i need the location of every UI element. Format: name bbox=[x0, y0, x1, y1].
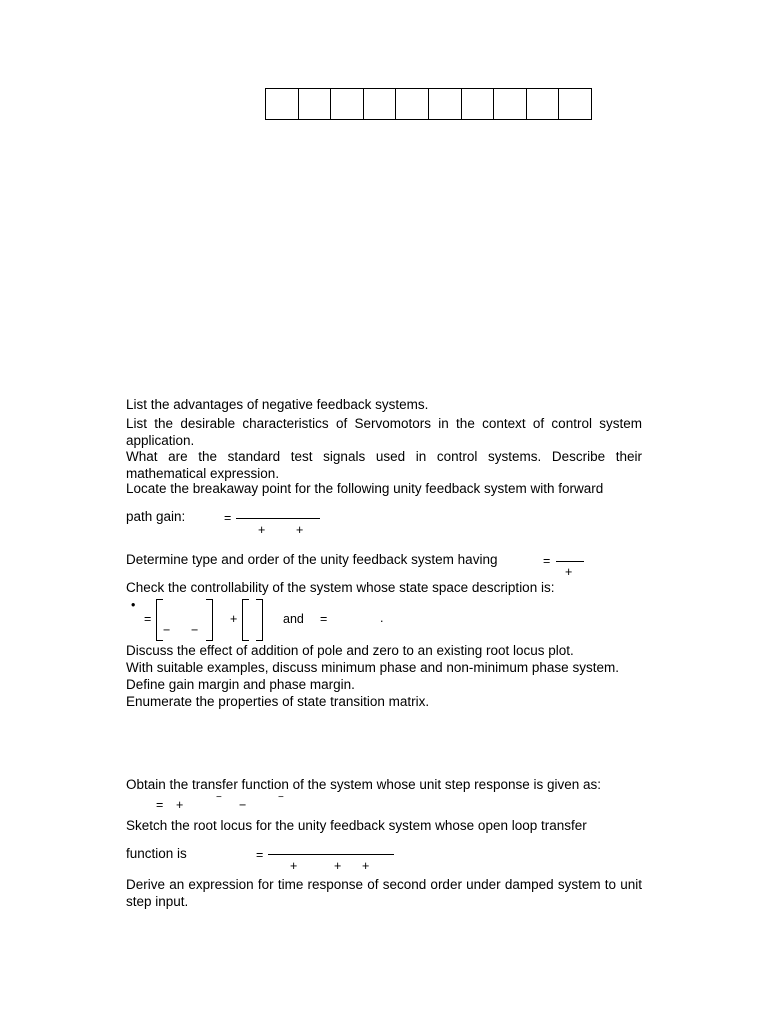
question-2: List the desirable characteristics of Servomotors in the context of control system application. bbox=[126, 416, 642, 448]
question-13: Derive an expression for time response of second order under damped system to unit step input. bbox=[126, 877, 642, 909]
question-4-tail: path gain: bbox=[126, 509, 186, 524]
register-number-boxes bbox=[265, 88, 592, 120]
plus-sign: + bbox=[362, 859, 370, 873]
question-5: Determine type and order of the unity feedback system having bbox=[126, 552, 498, 567]
plus-sign: + bbox=[334, 859, 342, 873]
equals-sign: = bbox=[224, 511, 232, 525]
register-number-box bbox=[428, 88, 462, 120]
plus-sign: + bbox=[565, 565, 573, 579]
fraction-bar bbox=[236, 518, 320, 519]
register-number-box bbox=[265, 88, 299, 120]
minus-sign: − bbox=[191, 623, 199, 637]
question-8: With suitable examples, discuss minimum phase and non-minimum phase system. bbox=[126, 660, 619, 675]
equals-sign: = bbox=[543, 554, 551, 568]
register-number-box bbox=[558, 88, 592, 120]
question-11: Obtain the transfer function of the system whose unit step response is given as: bbox=[126, 777, 602, 792]
vector-bracket-left bbox=[242, 599, 249, 641]
register-number-box bbox=[395, 88, 429, 120]
minus-sign: − bbox=[239, 798, 247, 812]
register-number-box bbox=[461, 88, 495, 120]
question-1: List the advantages of negative feedback systems. bbox=[126, 397, 429, 412]
plus-sign: + bbox=[290, 859, 298, 873]
register-number-box bbox=[363, 88, 397, 120]
minus-sign: − bbox=[163, 623, 171, 637]
question-12-tail: function is bbox=[126, 846, 187, 861]
fraction-bar bbox=[268, 854, 394, 855]
register-number-box bbox=[526, 88, 560, 120]
equals-sign: = bbox=[256, 848, 264, 862]
vector-bracket-right bbox=[256, 599, 263, 641]
equals-sign: = bbox=[144, 612, 152, 626]
plus-sign: + bbox=[176, 798, 184, 812]
register-number-box bbox=[330, 88, 364, 120]
equals-sign: = bbox=[320, 612, 328, 626]
question-7: Discuss the effect of addition of pole and zero to an existing root locus plot. bbox=[126, 643, 574, 658]
register-number-box bbox=[493, 88, 527, 120]
question-6: Check the controllability of the system whose state space description is: bbox=[126, 580, 555, 595]
matrix-bracket-right bbox=[206, 599, 213, 641]
question-12: Sketch the root locus for the unity feedback system whose open loop transfer bbox=[126, 818, 587, 833]
question-3: What are the standard test signals used in control systems. Describe their mathematical expression. bbox=[126, 449, 642, 481]
fraction-bar bbox=[556, 561, 584, 562]
plus-sign: + bbox=[296, 523, 304, 537]
exponent-minus: − bbox=[278, 792, 284, 803]
question-10: Enumerate the properties of state transition matrix. bbox=[126, 694, 430, 709]
register-number-box bbox=[298, 88, 332, 120]
plus-sign: + bbox=[258, 523, 266, 537]
question-9: Define gain margin and phase margin. bbox=[126, 677, 355, 692]
exponent-minus: − bbox=[216, 792, 222, 803]
derivative-dot: • bbox=[131, 598, 136, 612]
matrix-bracket-left bbox=[156, 599, 163, 641]
period-sign: . bbox=[380, 611, 384, 625]
question-4: Locate the breakaway point for the following unity feedback system with forward bbox=[126, 481, 604, 496]
equals-sign: = bbox=[156, 798, 164, 812]
plus-sign: + bbox=[230, 612, 238, 626]
and-word: and bbox=[283, 612, 304, 626]
